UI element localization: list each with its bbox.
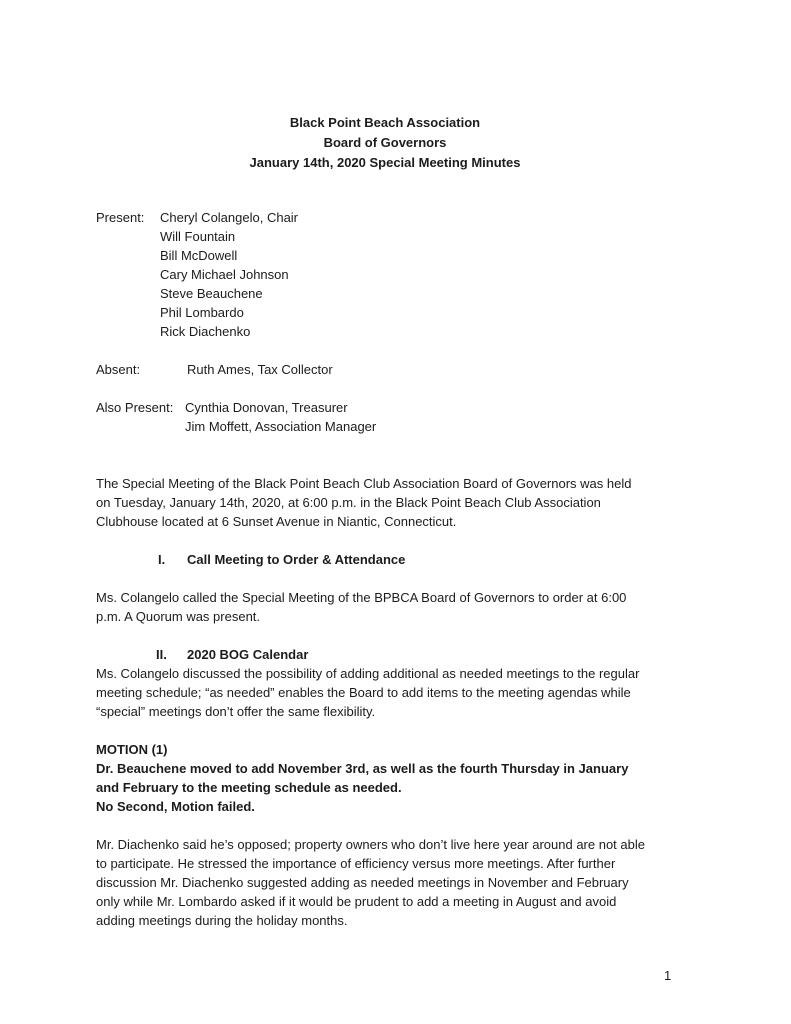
motion-heading: MOTION (1) [96, 742, 168, 757]
section-1-title: Call Meeting to Order & Attendance [187, 552, 406, 567]
board-title: Board of Governors [323, 135, 447, 150]
section-2-numeral: II. [156, 647, 167, 662]
intro-line: The Special Meeting of the Black Point Beach Club Association Board of Governors was held [96, 476, 632, 491]
present-name: Will Fountain [160, 229, 236, 244]
org-title: Black Point Beach Association [289, 115, 481, 130]
page-number: 1 [664, 968, 672, 983]
closing-line: discussion Mr. Diachenko suggested adding as needed meetings in November and February [96, 875, 629, 890]
closing-line: to participate. He stressed the importance of efficiency versus more meetings. After further [96, 856, 616, 871]
section-2-body-line: Ms. Colangelo discussed the possibility of adding additional as needed meetings to the regular [96, 666, 640, 681]
present-label: Present: [96, 210, 145, 225]
also-present-label: Also Present: [96, 400, 174, 415]
present-name: Cary Michael Johnson [160, 267, 289, 282]
present-name: Rick Diachenko [160, 324, 251, 339]
closing-line: adding meetings during the holiday months. [96, 913, 348, 928]
motion-line: Dr. Beauchene moved to add November 3rd, as well as the fourth Thursday in January [96, 761, 629, 776]
motion-line: and February to the meeting schedule as needed. [96, 780, 402, 795]
intro-line: Clubhouse located at 6 Sunset Avenue in Niantic, Connecticut. [96, 514, 457, 529]
present-name: Cheryl Colangelo, Chair [160, 210, 299, 225]
section-2-body-line: “special” meetings don’t offer the same flexibility. [96, 704, 376, 719]
section-1-numeral: I. [158, 552, 166, 567]
section-1-body-line: p.m. A Quorum was present. [96, 609, 261, 624]
present-name: Bill McDowell [160, 248, 238, 263]
present-name: Steve Beauchene [160, 286, 263, 301]
also-present-name: Jim Moffett, Association Manager [185, 419, 377, 434]
intro-line: on Tuesday, January 14th, 2020, at 6:00 p.m. in the Black Point Beach Club Association [96, 495, 601, 510]
closing-line: Mr. Diachenko said he’s opposed; property owners who don’t live here year around are not able [96, 837, 645, 852]
also-present-name: Cynthia Donovan, Treasurer [185, 400, 348, 415]
section-2-title: 2020 BOG Calendar [187, 647, 309, 662]
section-1-body-line: Ms. Colangelo called the Special Meeting of the BPBCA Board of Governors to order at 6:00 [96, 590, 627, 605]
closing-line: only while Mr. Lombardo asked if it would be prudent to add a meeting in August and avoid [96, 894, 617, 909]
motion-result: No Second, Motion failed. [96, 799, 255, 814]
meeting-title: January 14th, 2020 Special Meeting Minutes [249, 155, 521, 170]
present-name: Phil Lombardo [160, 305, 244, 320]
absent-name: Ruth Ames, Tax Collector [187, 362, 333, 377]
section-2-body-line: meeting schedule; “as needed” enables the Board to add items to the meeting agendas while [96, 685, 631, 700]
absent-label: Absent: [96, 362, 141, 377]
